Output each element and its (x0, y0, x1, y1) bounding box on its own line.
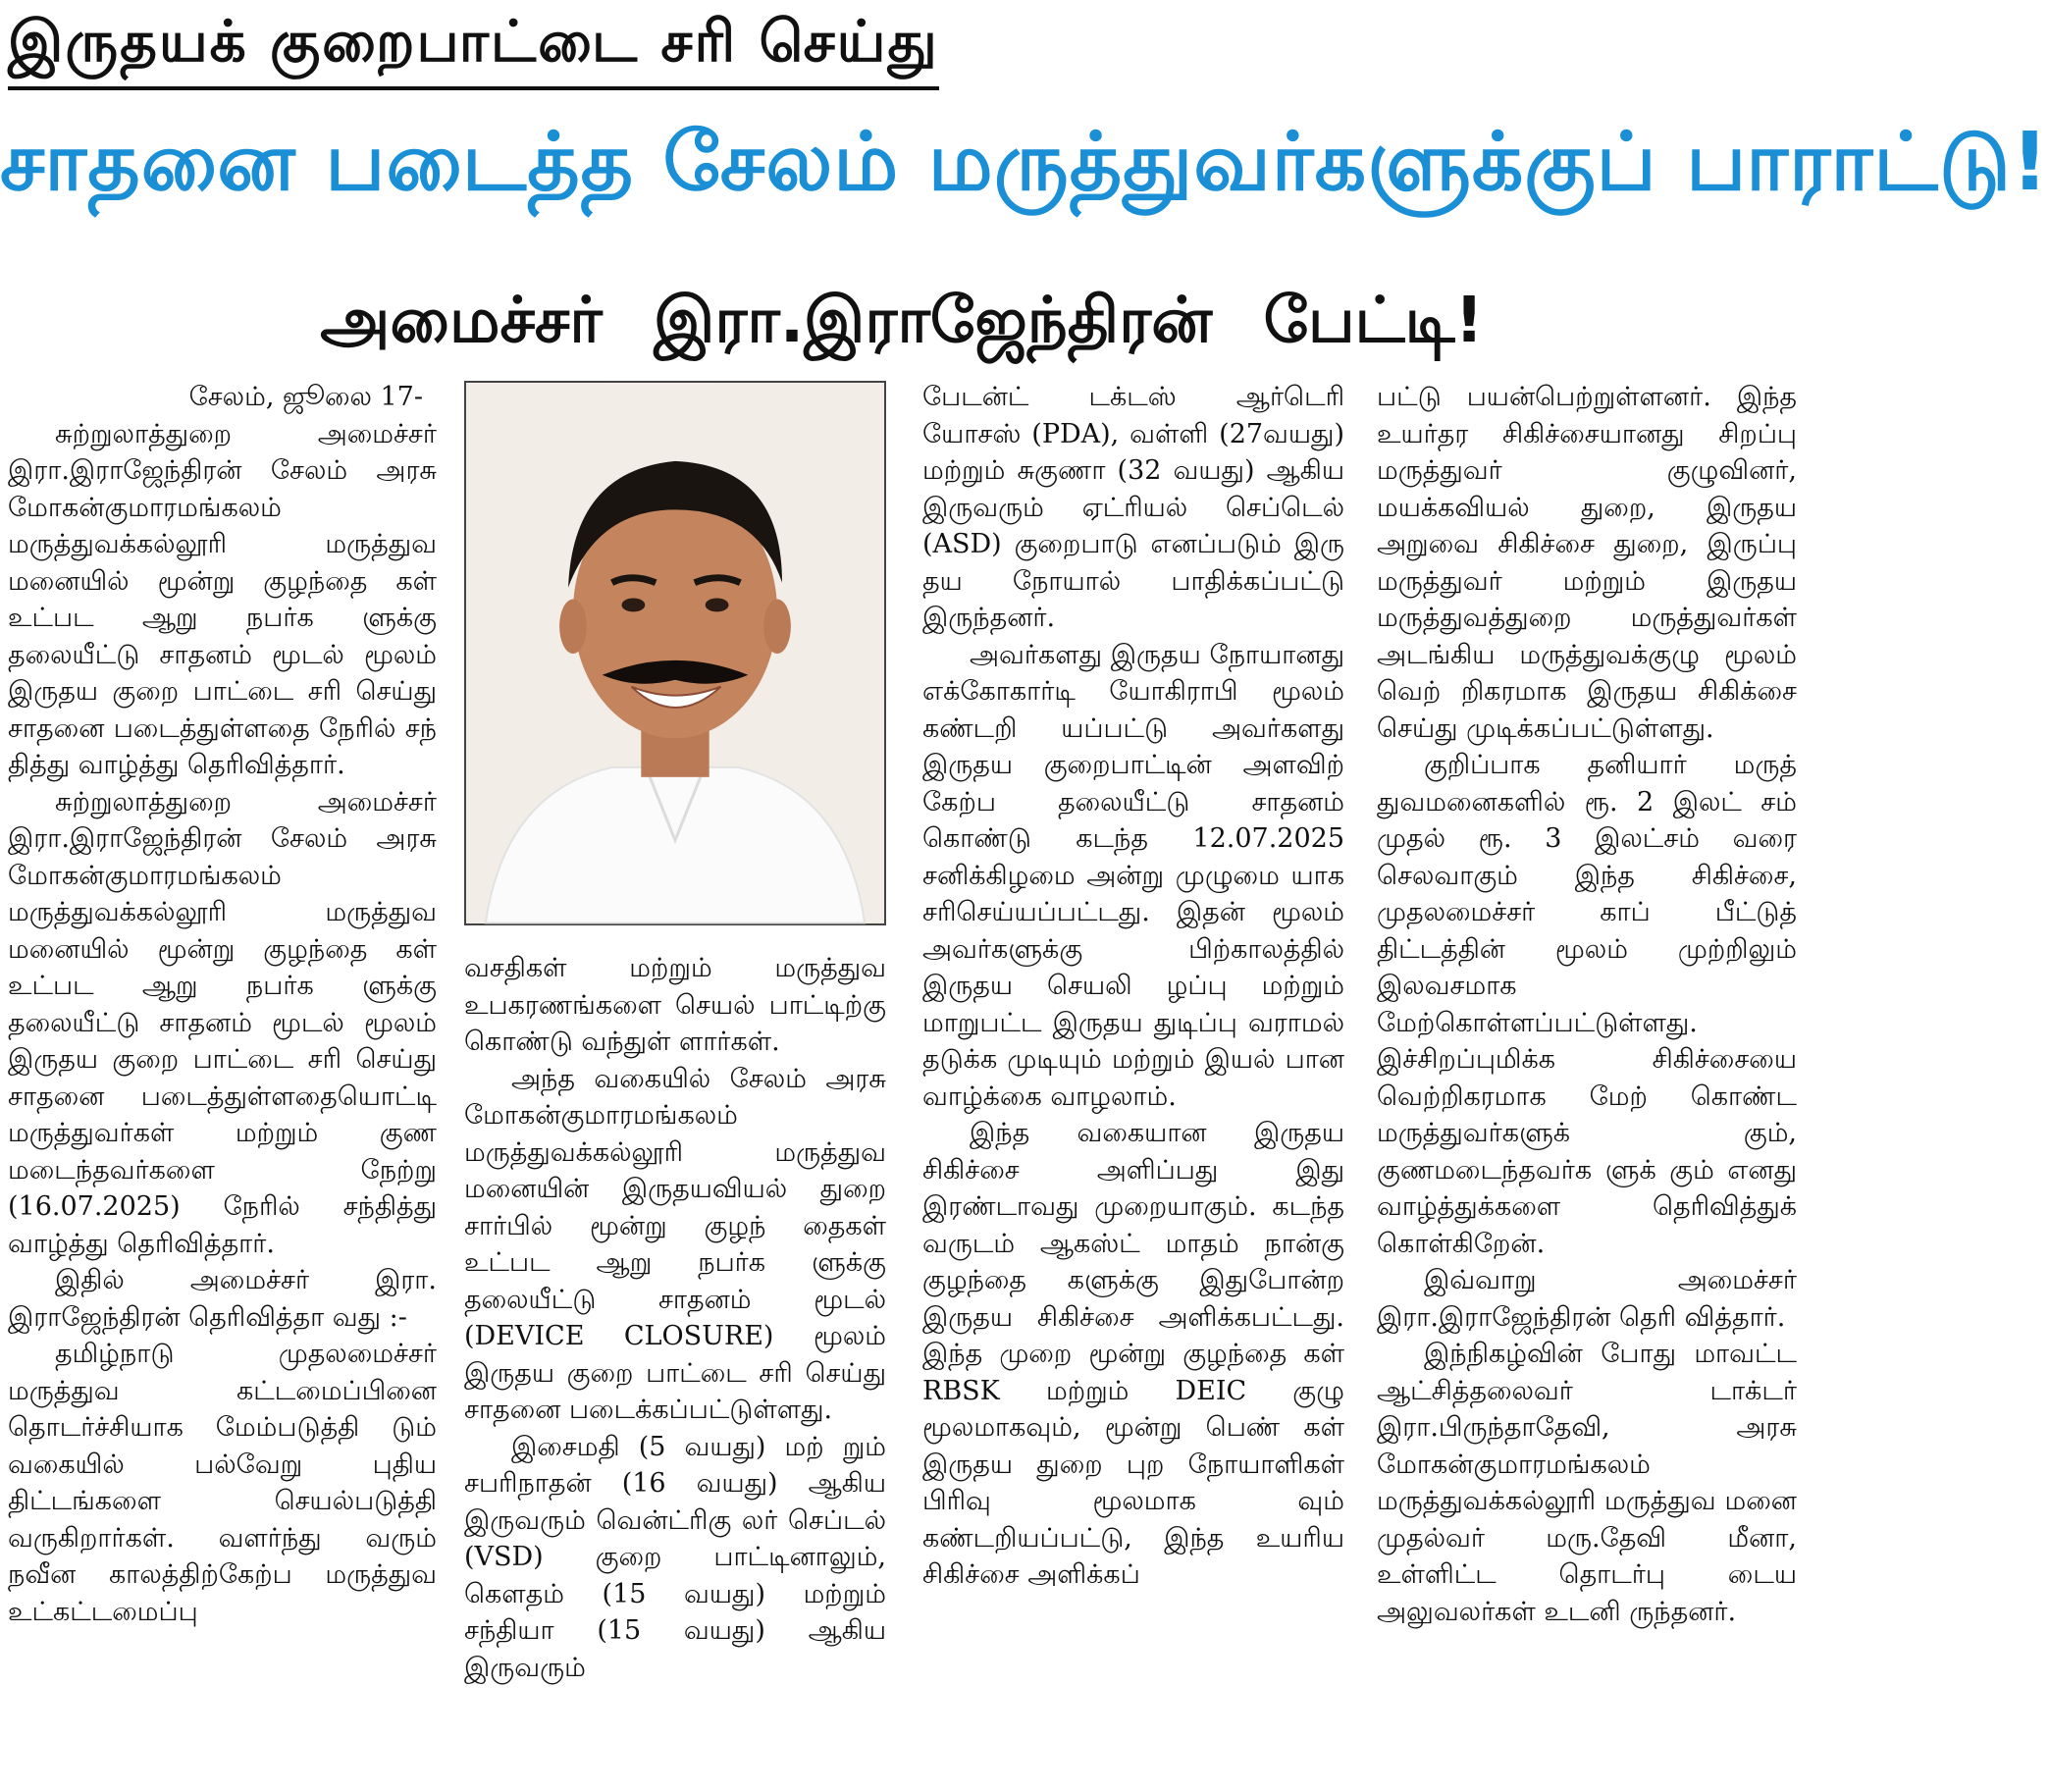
paragraph: பேடன்ட் டக்டஸ் ஆர்டெரி யோசஸ் (PDA), வள்ளி (27வயது) மற்றும் சுகுணா (32 வயது) ஆகிய இருவரும் ஏட்ரியல் செப்டெல் (ASD) குறைபாடு எனப்படும் இரு தய நோயால் பாதிக்கப்பட்டு இருந்தனர். (922, 382, 1344, 633)
dateline: சேலம், ஜூலை 17- (188, 382, 423, 412)
kicker-heading: இருதயக் குறைபாட்டை சரி செய்து (8, 8, 939, 90)
main-headline: சாதனை படைத்த சேலம் மருத்துவர்களுக்குப் பாராட்டு! (0, 116, 2049, 209)
paragraph: வசதிகள் மற்றும் மருத்துவ உபகரணங்களை செயல் பாட்டிற்கு கொண்டு வந்துள் ளார்கள். (464, 953, 886, 1057)
paragraph: இசைமதி (5 வயது) மற் றும் சபரிநாதன் (16 வயது) ஆகிய இருவரும் வென்ட்ரிகு லர் செப்டல் (VSD) குறை பாட்டினாலும், கௌதம் (15 வயது) மற்றும் சந்தியா (15 வயது) ஆகிய இருவரும் (464, 1431, 886, 1683)
paragraph: அந்த வகையில் சேலம் அரசு மோகன்குமாரமங்கலம் மருத்துவக்கல்லூரி மருத்துவ மனையின் இருதயவியல் துறை சார்பில் மூன்று குழந் தைகள் உட்பட ஆறு நபர்க ளுக்கு தலையீட்டு சாதனம் மூடல் (DEVICE CLOSURE) மூலம் இருதய குறை பாட்டை சரி செய்து சாதனை படைக்கப்பட்டுள்ளது. (464, 1063, 886, 1425)
article-column-3 (922, 379, 1344, 1594)
paragraph: தமிழ்நாடு முதலமைச்சர் மருத்துவ கட்டமைப்பினை தொடர்ச்சியாக மேம்படுத்தி டும் வகையில் பல்வேறு புதிய திட்டங்களை செயல்படுத்தி வருகிறார்கள். வளர்ந்து வரும் நவீன காலத்திற்கேற்ப மருத்துவ உட்கட்டமைப்பு (8, 1339, 437, 1627)
paragraph: குறிப்பாக தனியார் மருத் துவமனைகளில் ரூ. 2 இலட் சம் முதல் ரூ. 3 இலட்சம் வரை செலவாகும் இந்த சிகிச்சை, முதலமைச்சர் காப் பீட்டுத் திட்டத்தின் மூலம் முற்றிலும் இலவசமாக மேற்கொள்ளப்பட்டுள்ளது. இச்சிறப்புமிக்க சிகிச்சையை வெற்றிகரமாக மேற் கொண்ட மருத்துவர்களுக் கும், குணமடைந்தவர்க ளுக் கும் எனது வாழ்த்துக்களை தெரிவித்துக் கொள்கிறேன். (1377, 750, 1797, 1259)
paragraph: சுற்றுலாத்துறை அமைச்சர் இரா.இராஜேந்திரன் சேலம் அரசு மோகன்குமாரமங்கலம் மருத்துவக்கல்லூரி மருத்துவ மனையில் மூன்று குழந்தை கள் உட்பட ஆறு நபர்க ளுக்கு தலையீட்டு சாதனம் மூடல் மூலம் இருதய குறை பாட்டை சரி செய்து சாதனை படைத்துள்ளதை நேரில் சந் தித்து வாழ்த்து தெரிவித்தார். (8, 418, 437, 780)
paragraph: இவ்வாறு அமைச்சர் இரா.இராஜேந்திரன் தெரி வித்தார். (1377, 1265, 1797, 1333)
article-column-2 (464, 950, 886, 1686)
paragraph: சுற்றுலாத்துறை அமைச்சர் இரா.இராஜேந்திரன் சேலம் அரசு மோகன்குமாரமங்கலம் மருத்துவக்கல்லூரி மருத்துவ மனையில் மூன்று குழந்தை கள் உட்பட ஆறு நபர்க ளுக்கு தலையீட்டு சாதனம் மூடல் மூலம் இருதய குறை பாட்டை சரி செய்து சாதனை படைத்துள்ளதையொட்டி மருத்துவர்கள் மற்றும் குண மடைந்தவர்களை நேற்று (16.07.2025) நேரில் சந்தித்து வாழ்த்து தெரிவித்தார். (8, 786, 437, 1259)
subheadline: அமைச்சர் இரா.இராஜேந்திரன் பேட்டி! (320, 285, 1484, 357)
paragraph: இந்நிகழ்வின் போது மாவட்ட ஆட்சித்தலைவர் டாக்டர் இரா.பிருந்தாதேவி, அரசு மோகன்குமாரமங்கலம் மருத்துவக்கல்லூரி மருத்துவ மனை முதல்வர் மரு.தேவி மீனா, உள்ளிட்ட தொடர்பு டைய அலுவலர்கள் உடனி ருந்தனர். (1377, 1339, 1797, 1627)
article-column-4 (1377, 379, 1797, 1630)
paragraph: இந்த வகையான இருதய சிகிச்சை அளிப்பது இது இரண்டாவது முறையாகும். கடந்த வருடம் ஆகஸ்ட் மாதம் நான்கு குழந்தை களுக்கு இதுபோன்ற இருதய சிகிச்சை அளிக்கபட்டது. இந்த முறை மூன்று குழந்தை கள் RBSK மற்றும் DEIC குழு மூலமாகவும், மூன்று பெண் கள் இருதய துறை புற நோயாளிகள் பிரிவு மூலமாக வும் கண்டறியப்பட்டு, இந்த உயரிய சிகிச்சை அளிக்கப் (922, 1118, 1344, 1590)
paragraph: பட்டு பயன்பெற்றுள்ளனர். இந்த உயர்தர சிகிச்சையானது சிறப்பு மருத்துவர் குழுவினர், மயக்கவியல் துறை, இருதய அறுவை சிகிச்சை துறை, இருப்பு மருத்துவர் மற்றும் இருதய மருத்துவத்துறை மருத்துவர்கள் அடங்கிய மருத்துவக்குழு மூலம் வெற் றிகரமாக இருதய சிகிக்சை செய்து முடிக்கப்பட்டுள்ளது. (1377, 382, 1797, 744)
portrait-illustration (466, 383, 884, 923)
paragraph: இதில் அமைச்சர் இரா. இராஜேந்திரன் தெரிவித்தா வது :- (8, 1265, 437, 1333)
article-column-1 (8, 379, 437, 1630)
paragraph: அவர்களது இருதய நோயானது எக்கோகார்டி யோகிராபி மூலம் கண்டறி யப்பட்டு அவர்களது இருதய குறைபாட்டின் அளவிற் கேற்ப தலையீட்டு சாதனம் கொண்டு கடந்த 12.07.2025 சனிக்கிழமை அன்று முழுமை யாக சரிசெய்யப்பட்டது. இதன் மூலம் அவர்களுக்கு பிற்காலத்தில் இருதய செயலி ழப்பு மற்றும் மாறுபட்ட இருதய துடிப்பு வராமல் தடுக்க முடியும் மற்றும் இயல் பான வாழ்க்கை வாழலாம். (922, 639, 1344, 1112)
minister-portrait-photo (464, 381, 886, 925)
